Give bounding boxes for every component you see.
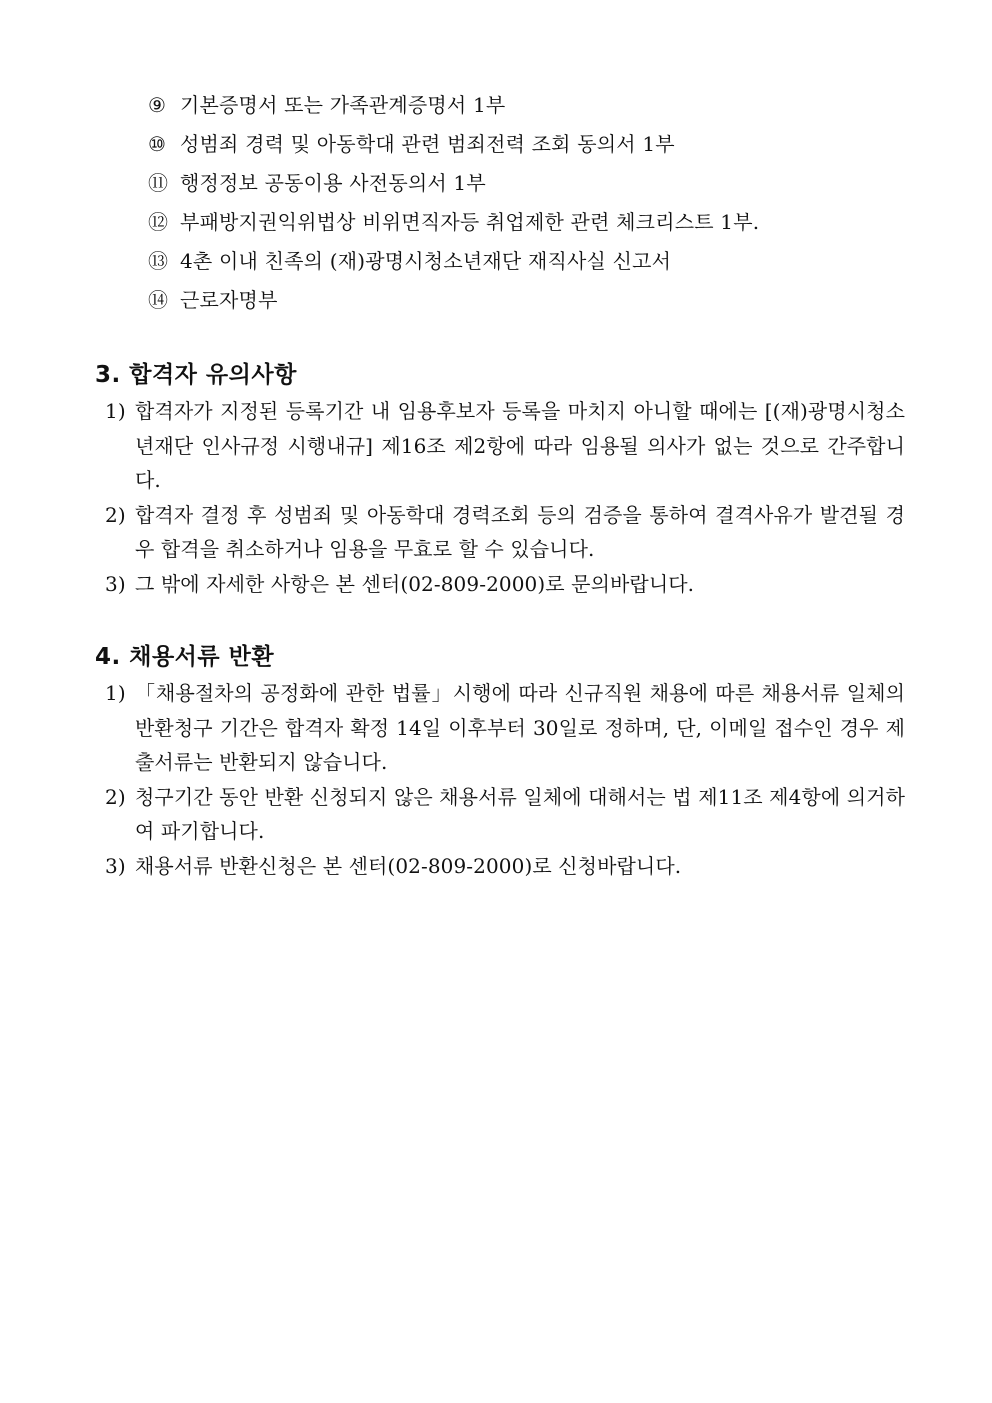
- list-item: [95, 567, 905, 602]
- item-number: ⑪: [148, 171, 169, 195]
- section-heading: 4. 채용서류 반환: [95, 644, 275, 670]
- document-item-9: [148, 86, 908, 125]
- document-item-13: [148, 242, 908, 281]
- item-number: ⑬: [148, 249, 169, 273]
- item-text: 합격자가 지정된 등록기간 내 임용후보자 등록을 마치지 아니할 때에는 [(재)광명시청소년재단 인사규정 시행내규] 제16조 제2항에 따라 임용될 의사가 없는 것으로 간주합니다.: [135, 399, 905, 492]
- list-item: [95, 849, 905, 884]
- section-applicant-notes: [95, 356, 905, 601]
- list-item: [95, 498, 905, 567]
- item-text: 그 밖에 자세한 사항은 본 센터(02-809-2000)로 문의바랍니다.: [135, 571, 695, 596]
- item-number: 2): [105, 784, 126, 809]
- list-item: [95, 780, 905, 849]
- item-text: 성범죄 경력 및 아동학대 관련 범죄전력 조회 동의서 1부: [180, 132, 675, 156]
- item-text: 청구기간 동안 반환 신청되지 않은 채용서류 일체에 대해서는 법 제11조 제4항에 의거하여 파기합니다.: [135, 784, 905, 843]
- item-number: ⑩: [148, 132, 167, 156]
- item-number: 1): [105, 681, 126, 705]
- item-number: 1): [105, 399, 126, 423]
- required-documents-list: [148, 86, 908, 320]
- item-text: 4촌 이내 친족의 (재)광명시청소년재단 재직사실 신고서: [180, 249, 672, 273]
- item-number: 3): [105, 853, 126, 878]
- list-item: [95, 676, 905, 780]
- section-heading: 3. 합격자 유의사항: [95, 362, 297, 388]
- list-item: [95, 394, 905, 498]
- item-text: 부패방지권익위법상 비위면직자등 취업제한 관련 체크리스트 1부.: [180, 210, 760, 234]
- item-text: 채용서류 반환신청은 본 센터(02-809-2000)로 신청바랍니다.: [135, 853, 682, 878]
- item-text: 「채용절차의 공정화에 관한 법률」시행에 따라 신규직원 채용에 따른 채용서류 일체의 반환청구 기간은 합격자 확정 14일 이후부터 30일로 정하며, 단, 이메일 접수인 경우 제출서류는 반환되지 않습니다.: [135, 681, 905, 774]
- item-number: 3): [105, 571, 126, 596]
- item-number: ⑭: [148, 288, 169, 312]
- section-document-return: [95, 638, 905, 883]
- document-item-12: [148, 203, 908, 242]
- item-number: 2): [105, 502, 126, 527]
- item-text: 기본증명서 또는 가족관계증명서 1부: [180, 93, 506, 117]
- item-number: ⑨: [148, 93, 167, 117]
- document-item-11: [148, 164, 908, 203]
- item-text: 행정정보 공동이용 사전동의서 1부: [180, 171, 486, 195]
- item-number: ⑫: [148, 210, 169, 234]
- document-item-14: [148, 281, 908, 320]
- item-text: 근로자명부: [180, 288, 278, 312]
- item-text: 합격자 결정 후 성범죄 및 아동학대 경력조회 등의 검증을 통하여 결격사유가 발견될 경우 합격을 취소하거나 임용을 무효로 할 수 있습니다.: [135, 502, 905, 561]
- document-item-10: [148, 125, 908, 164]
